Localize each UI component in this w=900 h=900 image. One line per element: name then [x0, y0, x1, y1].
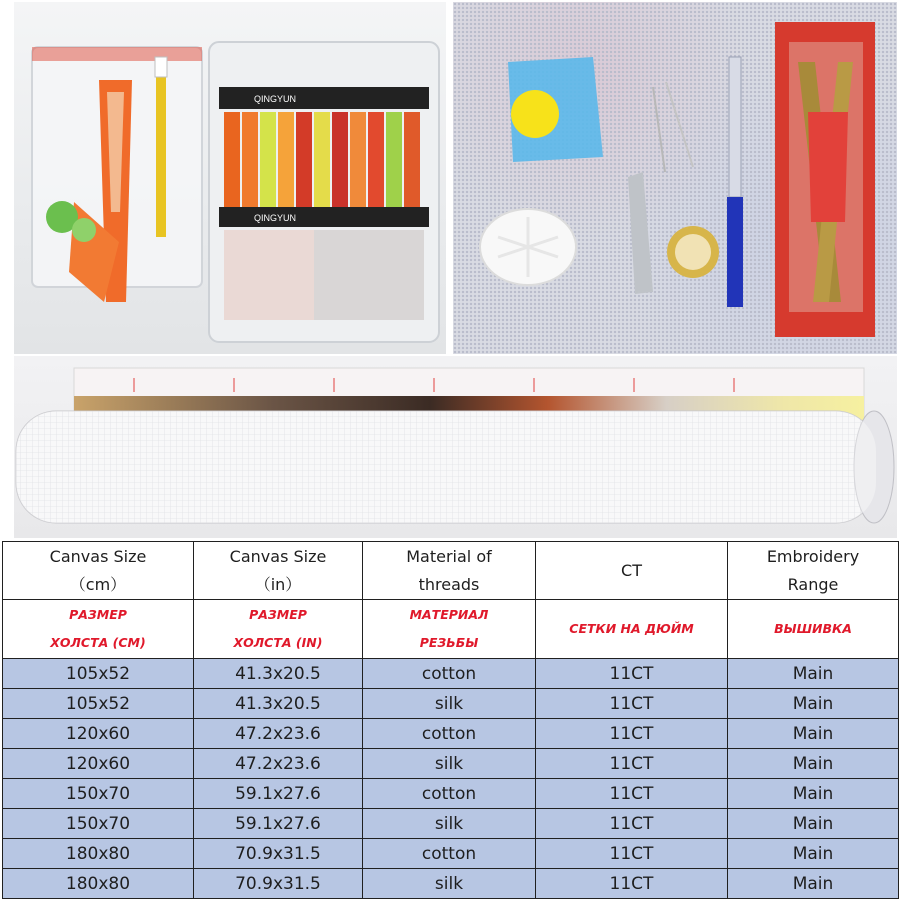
cell-embroidery-range: Main	[728, 659, 899, 689]
table-row	[3, 809, 899, 839]
header-row	[3, 542, 899, 600]
spec-table-body	[3, 659, 899, 899]
table-row	[3, 869, 899, 899]
cell-embroidery-range: Main	[728, 779, 899, 809]
cell-ct: 11CT	[536, 689, 728, 719]
ru-header-ct: СЕТКИ НА ДЮЙМ	[536, 600, 728, 659]
header-material: Material of threads	[363, 542, 536, 600]
cell-ct: 11CT	[536, 659, 728, 689]
cell-ct: 11CT	[536, 869, 728, 899]
russian-header-row	[3, 600, 899, 659]
cell-material: cotton	[363, 719, 536, 749]
cell-canvas-size-in: 41.3x20.5	[194, 659, 363, 689]
cell-ct: 11CT	[536, 839, 728, 869]
table-row	[3, 779, 899, 809]
header-canvas-size-in: Canvas Size （in）	[194, 542, 363, 600]
cell-material: cotton	[363, 659, 536, 689]
cell-material: silk	[363, 749, 536, 779]
cell-canvas-size-in: 47.2x23.6	[194, 719, 363, 749]
cell-ct: 11CT	[536, 719, 728, 749]
cell-embroidery-range: Main	[728, 839, 899, 869]
cell-canvas-size-cm: 120x60	[3, 719, 194, 749]
ru-header-material: МАТЕРИАЛ РЕЗЬБЫ	[363, 600, 536, 659]
ru-header-canvas-size-in: РАЗМЕР ХОЛСТА (IN)	[194, 600, 363, 659]
cell-canvas-size-in: 59.1x27.6	[194, 779, 363, 809]
cell-canvas-size-cm: 120x60	[3, 749, 194, 779]
table-row	[3, 659, 899, 689]
ru-header-embroidery: ВЫШИВКА	[728, 600, 899, 659]
cell-embroidery-range: Main	[728, 869, 899, 899]
tools-illustration	[453, 2, 897, 354]
cell-material: cotton	[363, 839, 536, 869]
photo-tools	[453, 2, 897, 354]
photo-kit-bags	[14, 2, 446, 354]
kit-bags-illustration	[14, 2, 446, 354]
cell-canvas-size-cm: 105x52	[3, 659, 194, 689]
cell-canvas-size-in: 59.1x27.6	[194, 809, 363, 839]
table-row	[3, 719, 899, 749]
cell-canvas-size-cm: 105x52	[3, 689, 194, 719]
cell-canvas-size-in: 47.2x23.6	[194, 749, 363, 779]
cell-canvas-size-in: 41.3x20.5	[194, 689, 363, 719]
cell-embroidery-range: Main	[728, 809, 899, 839]
photo-rolled-canvas	[14, 356, 897, 538]
cell-embroidery-range: Main	[728, 689, 899, 719]
cell-ct: 11CT	[536, 749, 728, 779]
cell-canvas-size-cm: 150x70	[3, 809, 194, 839]
table-row	[3, 689, 899, 719]
rolled-canvas-illustration	[14, 356, 897, 538]
header-canvas-size-cm: Canvas Size （cm）	[3, 542, 194, 600]
table-row	[3, 749, 899, 779]
cell-embroidery-range: Main	[728, 749, 899, 779]
cell-ct: 11CT	[536, 809, 728, 839]
header-embroidery-range: Embroidery Range	[728, 542, 899, 600]
cell-canvas-size-cm: 180x80	[3, 869, 194, 899]
cell-canvas-size-in: 70.9x31.5	[194, 839, 363, 869]
bag-label-top: QINGYUN	[254, 94, 297, 104]
cell-canvas-size-cm: 180x80	[3, 839, 194, 869]
cell-canvas-size-in: 70.9x31.5	[194, 869, 363, 899]
header-ct: CT	[536, 542, 728, 600]
cell-ct: 11CT	[536, 779, 728, 809]
cell-canvas-size-cm: 150x70	[3, 779, 194, 809]
size-spec-table	[2, 541, 899, 899]
ru-header-canvas-size-cm: РАЗМЕР ХОЛСТА (СМ)	[3, 600, 194, 659]
bag-label-bottom: QINGYUN	[254, 213, 297, 223]
cell-material: silk	[363, 869, 536, 899]
table-row	[3, 839, 899, 869]
cell-material: cotton	[363, 779, 536, 809]
cell-embroidery-range: Main	[728, 719, 899, 749]
cell-material: silk	[363, 689, 536, 719]
cell-material: silk	[363, 809, 536, 839]
